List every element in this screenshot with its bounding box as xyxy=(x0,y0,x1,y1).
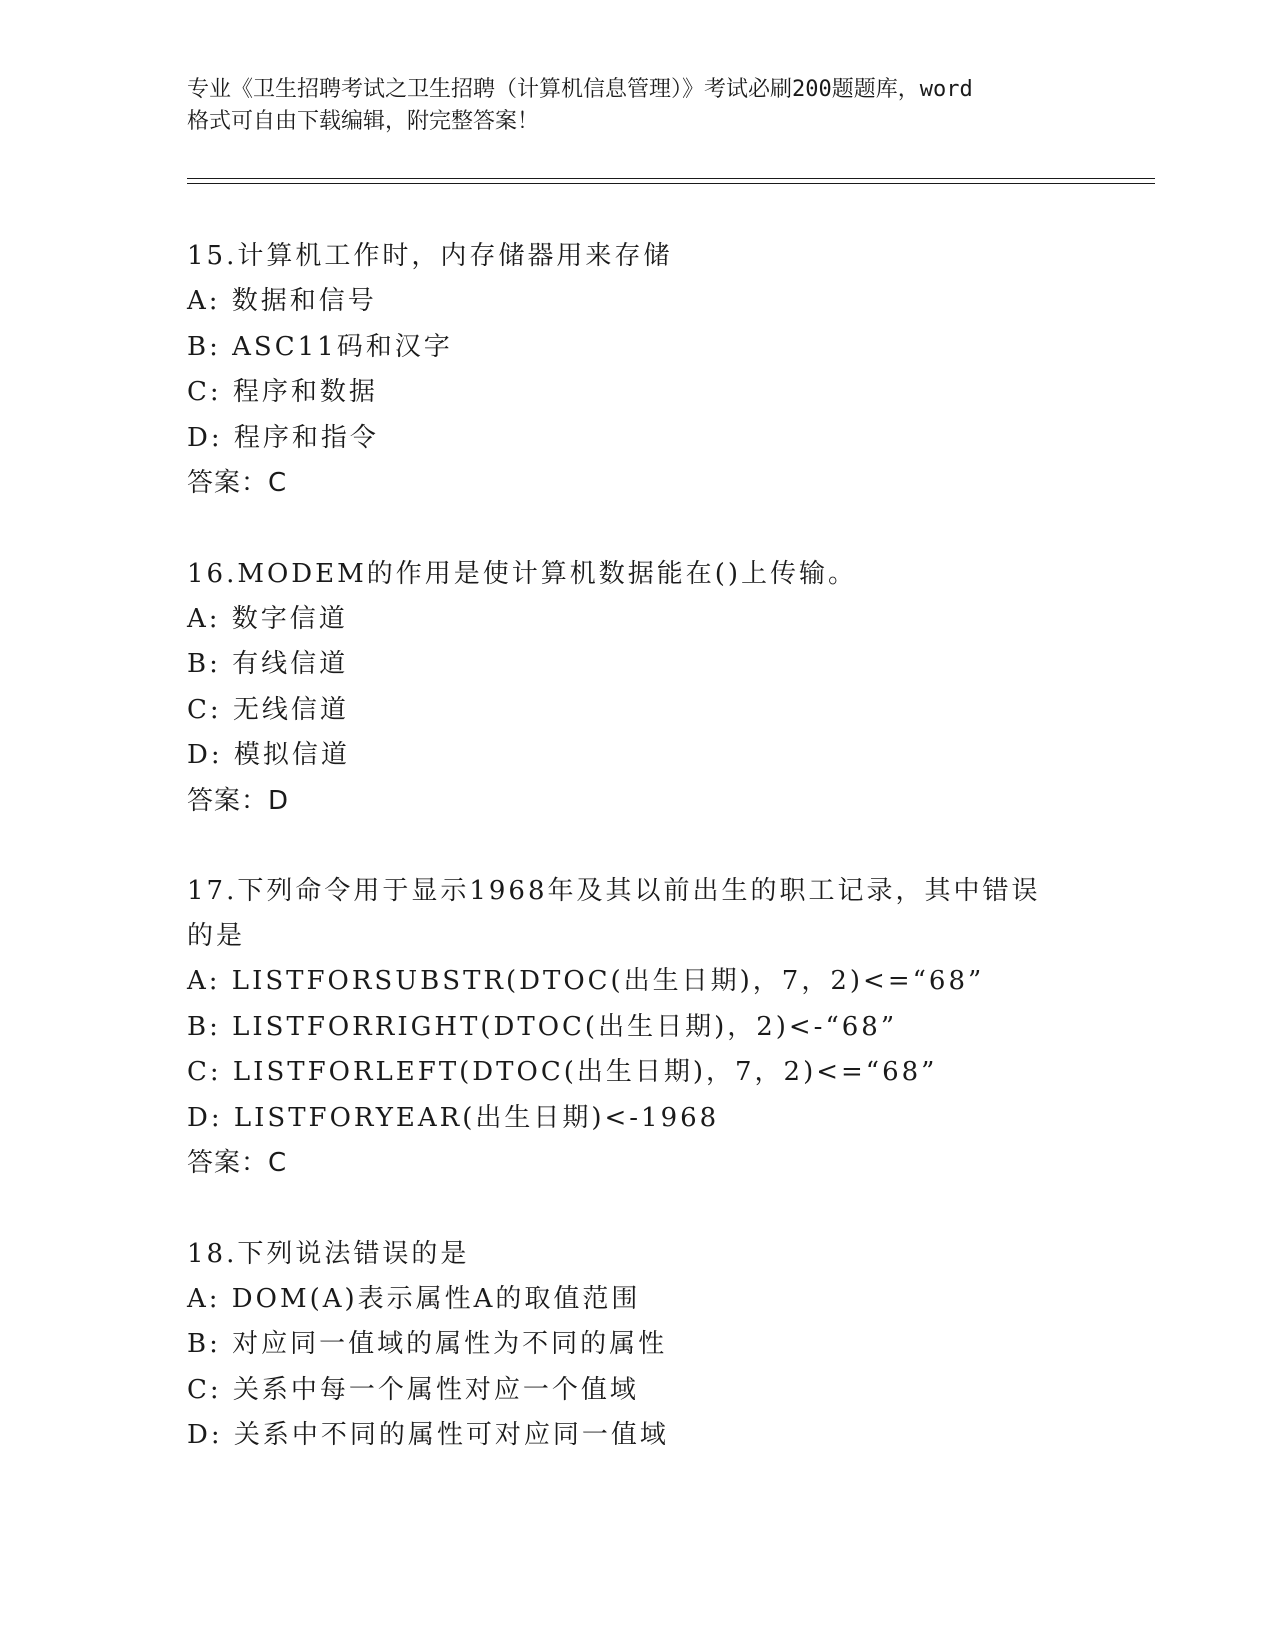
option-b: B: 有线信道 xyxy=(187,649,349,679)
answer-line: 答案：C xyxy=(187,1148,288,1178)
option-a: A: 数据和信号 xyxy=(187,286,377,316)
option-a: A: DOM(A)表示属性A的取值范围 xyxy=(187,1283,641,1314)
option-c: C: 关系中每一个属性对应一个值域 xyxy=(187,1374,639,1405)
option-d: D: LISTFORYEAR(出生日期)<-1968 xyxy=(187,1102,720,1133)
document-header: 专业《卫生招聘考试之卫生招聘（计算机信息管理）》考试必刷200题题库，word 格式可自由下载编辑，附完整答案！ xyxy=(187,77,973,134)
question-16 xyxy=(187,552,1107,825)
option-b: B: LISTFORRIGHT(DTOC(出生日期)，2)<-“68” xyxy=(187,1011,898,1042)
question-stem: 15.计算机工作时，内存储器用来存储 xyxy=(187,241,673,271)
option-c: C: 无线信道 xyxy=(187,694,349,725)
option-b: B: 对应同一值域的属性为不同的属性 xyxy=(187,1329,668,1359)
option-a: A: LISTFORSUBSTR(DTOC(出生日期)，7，2)<=“68” xyxy=(187,966,985,996)
option-c: C: LISTFORLEFT(DTOC(出生日期)，7，2)<=“68” xyxy=(187,1057,938,1087)
question-stem: 16.MODEM的作用是使计算机数据能在()上传输。 xyxy=(187,558,858,589)
question-list xyxy=(187,234,1107,1504)
answer-line: 答案：D xyxy=(187,785,290,816)
header-divider-top xyxy=(187,178,1155,179)
option-d: D: 关系中不同的属性可对应同一值域 xyxy=(187,1420,669,1450)
question-stem: 18.下列说法错误的是 xyxy=(187,1238,470,1269)
answer-line: 答案：C xyxy=(187,468,288,498)
option-d: D: 程序和指令 xyxy=(187,422,379,453)
question-15 xyxy=(187,234,1107,507)
option-d: D: 模拟信道 xyxy=(187,740,350,770)
option-b: B: ASC11码和汉字 xyxy=(187,331,453,362)
question-17 xyxy=(187,869,1107,1187)
option-c: C: 程序和数据 xyxy=(187,377,378,407)
question-18 xyxy=(187,1232,1107,1459)
question-stem: 17.下列命令用于显示1968年及其以前出生的职工记录，其中错误的是 xyxy=(187,876,1041,951)
header-divider-bottom xyxy=(187,183,1155,184)
option-a: A: 数字信道 xyxy=(187,603,348,634)
